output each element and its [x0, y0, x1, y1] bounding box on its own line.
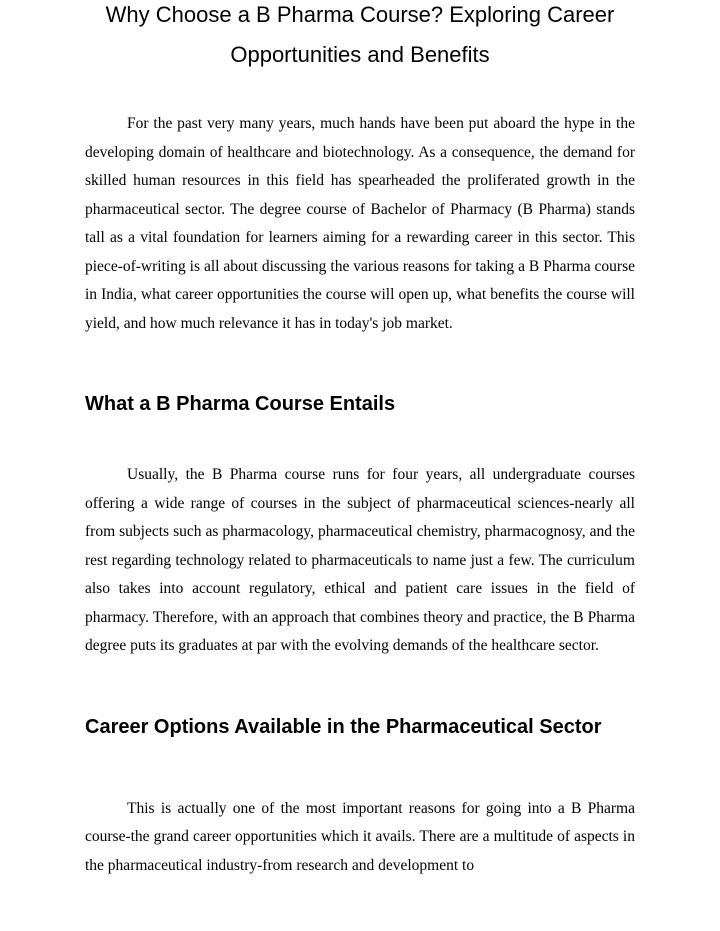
- section-heading-career-options: Career Options Available in the Pharmaceutical Sector: [85, 715, 602, 738]
- section-heading-course-entails: What a B Pharma Course Entails: [85, 393, 396, 415]
- course-entails-paragraph: Usually, the B Pharma course runs for four years, all undergraduate courses offering a wide range of courses in the subject of pharmaceutical sciences-nearly all from subjects such as pharmacology, pharmaceutical chemistry, pharmacognosy, and the rest regarding technology related to pharmaceuticals to name just a few. The curriculum also takes into account regulatory, ethical and patient care issues in the field of pharmacy. Therefore, with an approach that combines theory and practice, the B Pharma degree puts its graduates at par with the evolving demands of the healthcare sector.: [85, 466, 635, 654]
- document-page: [85, 0, 635, 880]
- intro-paragraph: For the past very many years, much hands have been put aboard the hype in the developing domain of healthcare and biotechnology. As a consequence, the demand for skilled human resources in this field has spearheaded the proliferated growth in the pharmaceutical sector. The degree course of Bachelor of Pharmacy (B Pharma) stands tall as a vital foundation for learners aiming for a rewarding career in this sector. This piece-of-writing is all about discussing the various reasons for taking a B Pharma course in India, what career opportunities the course will open up, what benefits the course will yield, and how much relevance it has in today's job market.: [85, 115, 635, 332]
- document-title: Why Choose a B Pharma Course? Exploring Career Opportunities and Benefits: [105, 2, 615, 67]
- career-options-paragraph: This is actually one of the most important reasons for going into a B Pharma course-the grand career opportunities which it avails. There are a multitude of aspects in the pharmaceutical industry-from research and development to: [85, 799, 635, 874]
